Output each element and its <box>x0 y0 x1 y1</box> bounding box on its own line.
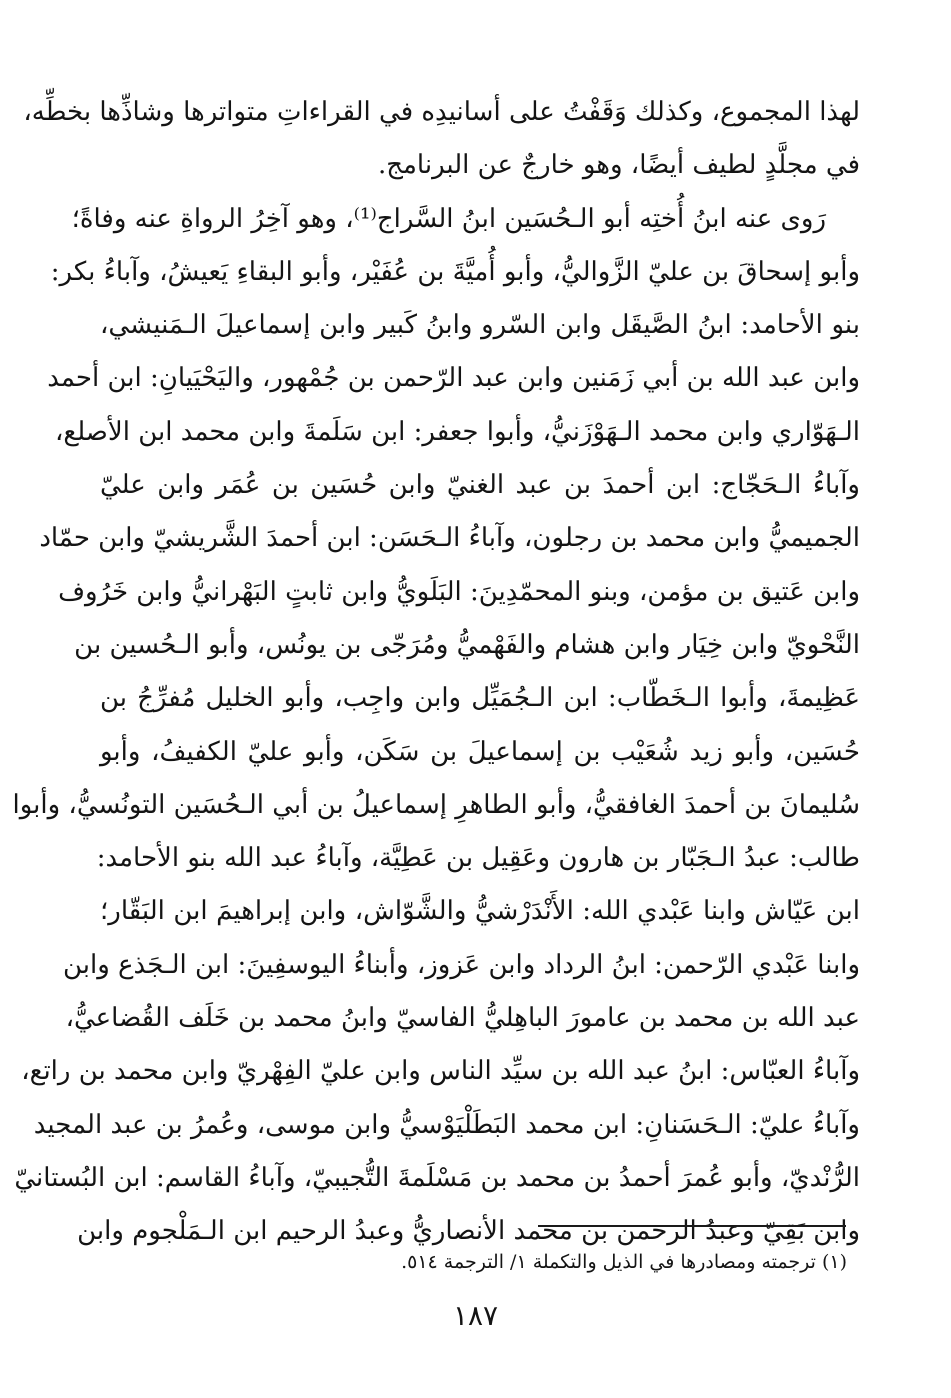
text-line: ابن عَيّاش وابنا عَبْدي الله: الأَنْدَرْشيُّ والشَّوّاش، وابن إبراهيمَ ابن البَقّار؛ <box>100 896 860 927</box>
text-line: عبد الله بن محمد بن عامورَ الباهِليُّ الفاسيّ وابنُ محمد بن خَلَف القُضاعيُّ، <box>65 1003 860 1034</box>
footnote-divider <box>538 1225 846 1227</box>
text-line: وابن بَقِيّ وعبدُ الرحمن بن محمد الأنصاريُّ وعبدُ الرحيم ابن الـمَلْجوم وابن <box>77 1216 860 1247</box>
text-line: وآباءُ العبّاس: ابنُ عبد الله بن سيِّد الناس وابن عليّ الفِهْريّ وابن محمد بن راتع، <box>21 1056 860 1087</box>
text-line: وابن عَتيق بن مؤمن، وبنو المحمّدِينَ: البَلَويُّ وابن ثابتٍ البَهْرانيُّ وابن خَرُوف <box>58 576 860 607</box>
footnote: (١) ترجمته ومصادرها في الذيل والتكملة ١/ الترجمة ٥١٤. <box>401 1251 847 1273</box>
text-line: رَوى عنه ابنُ أُختِه أبو الـحُسَين ابنُ السَّراج⁽¹⁾، وهو آخِرُ الرواةِ عنه وفاةً؛ <box>71 203 826 234</box>
text-line: وآباءُ عليّ: الـحَسَنانِ: ابن محمد البَطَلْيَوْسيُّ وابن موسى، وعُمرُ بن عبد المجيد <box>33 1109 860 1140</box>
text-line: الجميميُّ وابن محمد بن رجلون، وآباءُ الـحَسَن: ابن أحمدَ الشَّريشيّ وابن حمّاد <box>39 523 860 554</box>
text-line: النَّحْويّ وابن خِيَار وابن هشام والفَهْميُّ ومُرَجّى بن يونُس، وأبو الـحُسين بن <box>74 629 860 660</box>
main-text-block <box>12 86 860 1259</box>
text-line: وآباءُ الـحَجّاج: ابن أحمدَ بن عبد الغنيّ وابن حُسَين بن عُمَر وابن عليّ <box>100 470 860 501</box>
text-line: في مجلَّدٍ لطيف أيضًا، وهو خارجٌ عن البرنامج. <box>377 150 860 181</box>
text-line: وابن عبد الله بن أبي زَمَنين وابن عبد الرّحمن بن جُمْهور، واليَحْيَيانِ: ابن أحمد <box>47 363 860 394</box>
text-line: حُسَين، وأبو زيد شُعَيْب بن إسماعيلَ بن سَكَن، وأبو عليّ الكفيفُ، وأبو <box>100 736 860 767</box>
page-number: ١٨٧ <box>452 1299 499 1332</box>
text-line: عَظِيمةَ، وأبوا الـخَطّاب: ابن الـجُمَيِّل وابن واجِب، وأبو الخليل مُفرِّجُ بن <box>100 683 860 714</box>
text-line: الـهَوّاري وابن محمد الـهَوْزَنيُّ، وأبوا جعفر: ابن سَلَمةَ وابن محمد ابن الأصلع، <box>54 416 860 447</box>
text-line: سُليمانَ بن أحمدَ الغافقيُّ، وأبو الطاهرِ إسماعيلُ بن أبي الـحُسَين التونُسيُّ، وأبوا <box>12 789 860 820</box>
text-line: وابنا عَبْدي الرّحمن: ابنُ الرداد وابن عَزوز، وأبناءُ اليوسفِينَ: ابن الـجَذع وابن <box>62 949 860 980</box>
text-line: بنو الأحامد: ابنُ الصَّيقَل وابن السّرو وابنُ كَبير وابن إسماعيلَ الـمَنيشي، <box>100 310 860 341</box>
text-line: الرُّنْديّ، وأبو عُمرَ أحمدُ بن محمد بن مَسْلَمةَ التُّجيبيّ، وآباءُ القاسم: ابن البُستانيّ <box>14 1162 860 1193</box>
text-line: لهذا المجموع، وكذلك وَقَفْتُ على أسانيدِه في القراءاتِ متواترها وشاذِّها بخطِّه، <box>23 97 860 127</box>
text-line: طالب: عبدُ الـجَبّار بن هارون وعَقِيل بن عَطِيَّة، وآباءُ عبد الله بنو الأحامد: <box>96 843 860 874</box>
text-line: وأبو إسحاقَ بن عليّ الزَّواليُّ، وأبو أُميَّةَ بن عُفَيْر، وأبو البقاءِ يَعيشُ، وآباءُ بكر: <box>50 256 860 287</box>
